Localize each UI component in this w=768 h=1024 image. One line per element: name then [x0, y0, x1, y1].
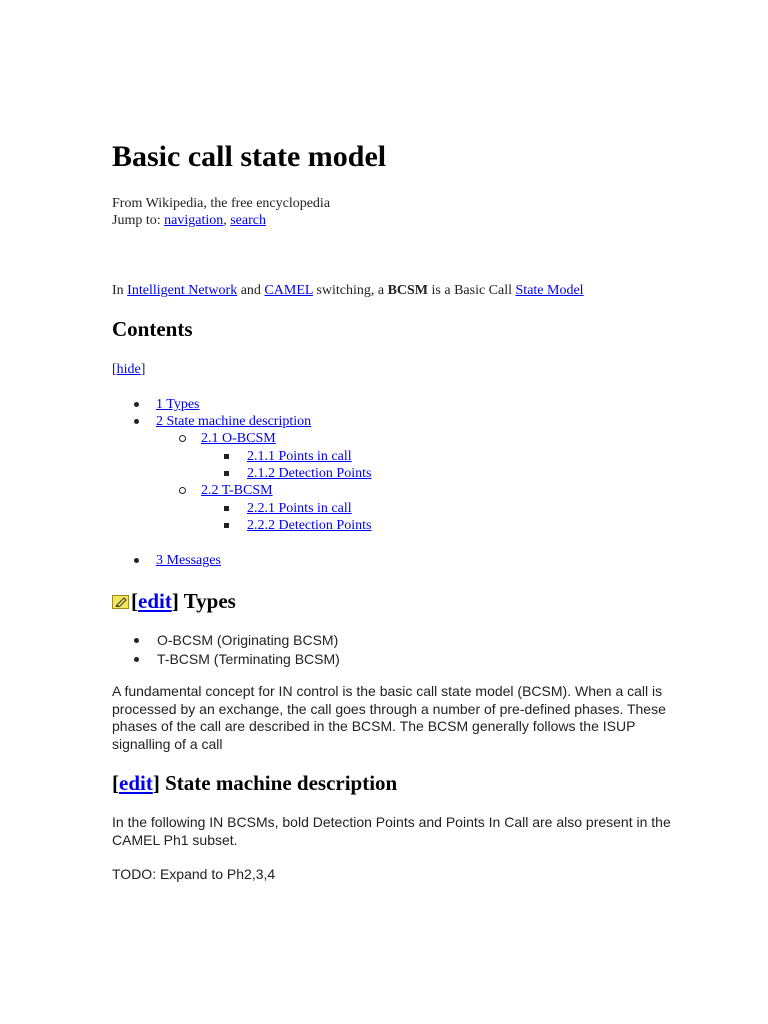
- edit-bracket-close: ]: [171, 589, 179, 613]
- toc-item: [224, 448, 352, 465]
- disc-bullet-icon: [134, 638, 139, 643]
- toc-item: [179, 430, 276, 447]
- toc-link-state-machine[interactable]: 2 State machine description: [156, 414, 312, 429]
- toc-item: [224, 517, 371, 534]
- toc-toggle: [112, 361, 145, 378]
- todo-paragraph: TODO: Expand to Ph2,3,4: [112, 866, 276, 882]
- page-title: Basic call state model: [112, 140, 387, 173]
- toc-link-o-points-in-call[interactable]: 2.1.1 Points in call: [247, 449, 352, 464]
- types-title: Types: [178, 589, 236, 613]
- jump-navigation-link[interactable]: navigation: [164, 213, 224, 228]
- circle-bullet-icon: [179, 487, 186, 494]
- toc-item: [134, 552, 221, 569]
- toc-item: [224, 500, 352, 517]
- intro-paragraph: [112, 282, 584, 299]
- toc-link-o-bcsm[interactable]: 2.1 O-BCSM: [201, 431, 276, 446]
- toc-toggle-open: [: [112, 362, 117, 377]
- jump-to-bar: [112, 212, 266, 229]
- toc-item: [179, 482, 273, 499]
- intro-text-2: and: [237, 283, 265, 298]
- toc-link-t-bcsm[interactable]: 2.2 T-BCSM: [201, 483, 273, 498]
- types-paragraph: A fundamental concept for IN control is the basic call state model (BCSM). When a call is processed by an exchange, the call goes through a number of pre-defined phases. These phases of the call are described in the BCSM. The BCSM generally follows the ISUP signalling of a call: [112, 683, 666, 752]
- tagline: From Wikipedia, the free encyclopedia: [112, 196, 331, 211]
- jump-to-label: Jump to:: [112, 213, 161, 228]
- square-bullet-icon: [224, 523, 229, 528]
- edit-bracket-open: [: [131, 589, 138, 613]
- state-machine-title: State machine description: [159, 771, 398, 795]
- edit-types-link[interactable]: edit: [138, 589, 172, 613]
- toc-link-t-points-in-call[interactable]: 2.2.1 Points in call: [247, 501, 352, 516]
- list-item: [134, 651, 340, 669]
- circle-bullet-icon: [179, 435, 186, 442]
- camel-link[interactable]: CAMEL: [264, 283, 313, 298]
- bcsm-bold: BCSM: [387, 283, 429, 298]
- state-machine-paragraph: In the following IN BCSMs, bold Detection Points and Points In Call are also present in the CAMEL Ph1 subset.: [112, 814, 671, 848]
- disc-bullet-icon: [134, 657, 139, 662]
- jump-separator: ,: [223, 213, 227, 228]
- disc-bullet-icon: [134, 402, 139, 407]
- jump-search-link[interactable]: search: [230, 213, 266, 228]
- intro-text-1: In: [112, 283, 128, 298]
- intro-text-4: is a Basic Call: [428, 283, 516, 298]
- square-bullet-icon: [224, 506, 229, 511]
- toc-link-messages[interactable]: 3 Messages: [156, 553, 221, 568]
- toc-link-types[interactable]: 1 Types: [156, 397, 200, 412]
- square-bullet-icon: [224, 471, 229, 476]
- toc-link-t-detection-points[interactable]: 2.2.2 Detection Points: [247, 518, 372, 533]
- types-item-o-bcsm: O-BCSM (Originating BCSM): [157, 632, 339, 648]
- edit-bracket-close: ]: [152, 771, 160, 795]
- list-item: [134, 632, 338, 650]
- toc-link-o-detection-points[interactable]: 2.1.2 Detection Points: [247, 466, 372, 481]
- toc-toggle-close: ]: [140, 362, 146, 377]
- intelligent-network-link[interactable]: Intelligent Network: [127, 283, 238, 298]
- toc-hide-link[interactable]: hide: [116, 362, 141, 377]
- edit-pencil-icon[interactable]: [112, 595, 129, 609]
- toc-item: [134, 396, 199, 413]
- disc-bullet-icon: [134, 419, 139, 424]
- section-heading-state-machine: [112, 771, 397, 796]
- state-model-link[interactable]: State Model: [515, 283, 584, 298]
- disc-bullet-icon: [134, 558, 139, 563]
- types-item-t-bcsm: T-BCSM (Terminating BCSM): [157, 651, 340, 667]
- intro-text-3: switching, a: [312, 283, 388, 298]
- edit-state-machine-link[interactable]: edit: [119, 771, 153, 795]
- square-bullet-icon: [224, 454, 229, 459]
- toc-item: [134, 413, 311, 430]
- toc-heading: Contents: [112, 317, 193, 341]
- toc-item: [224, 465, 371, 482]
- section-heading-types: [112, 589, 236, 614]
- edit-bracket-open: [: [112, 771, 119, 795]
